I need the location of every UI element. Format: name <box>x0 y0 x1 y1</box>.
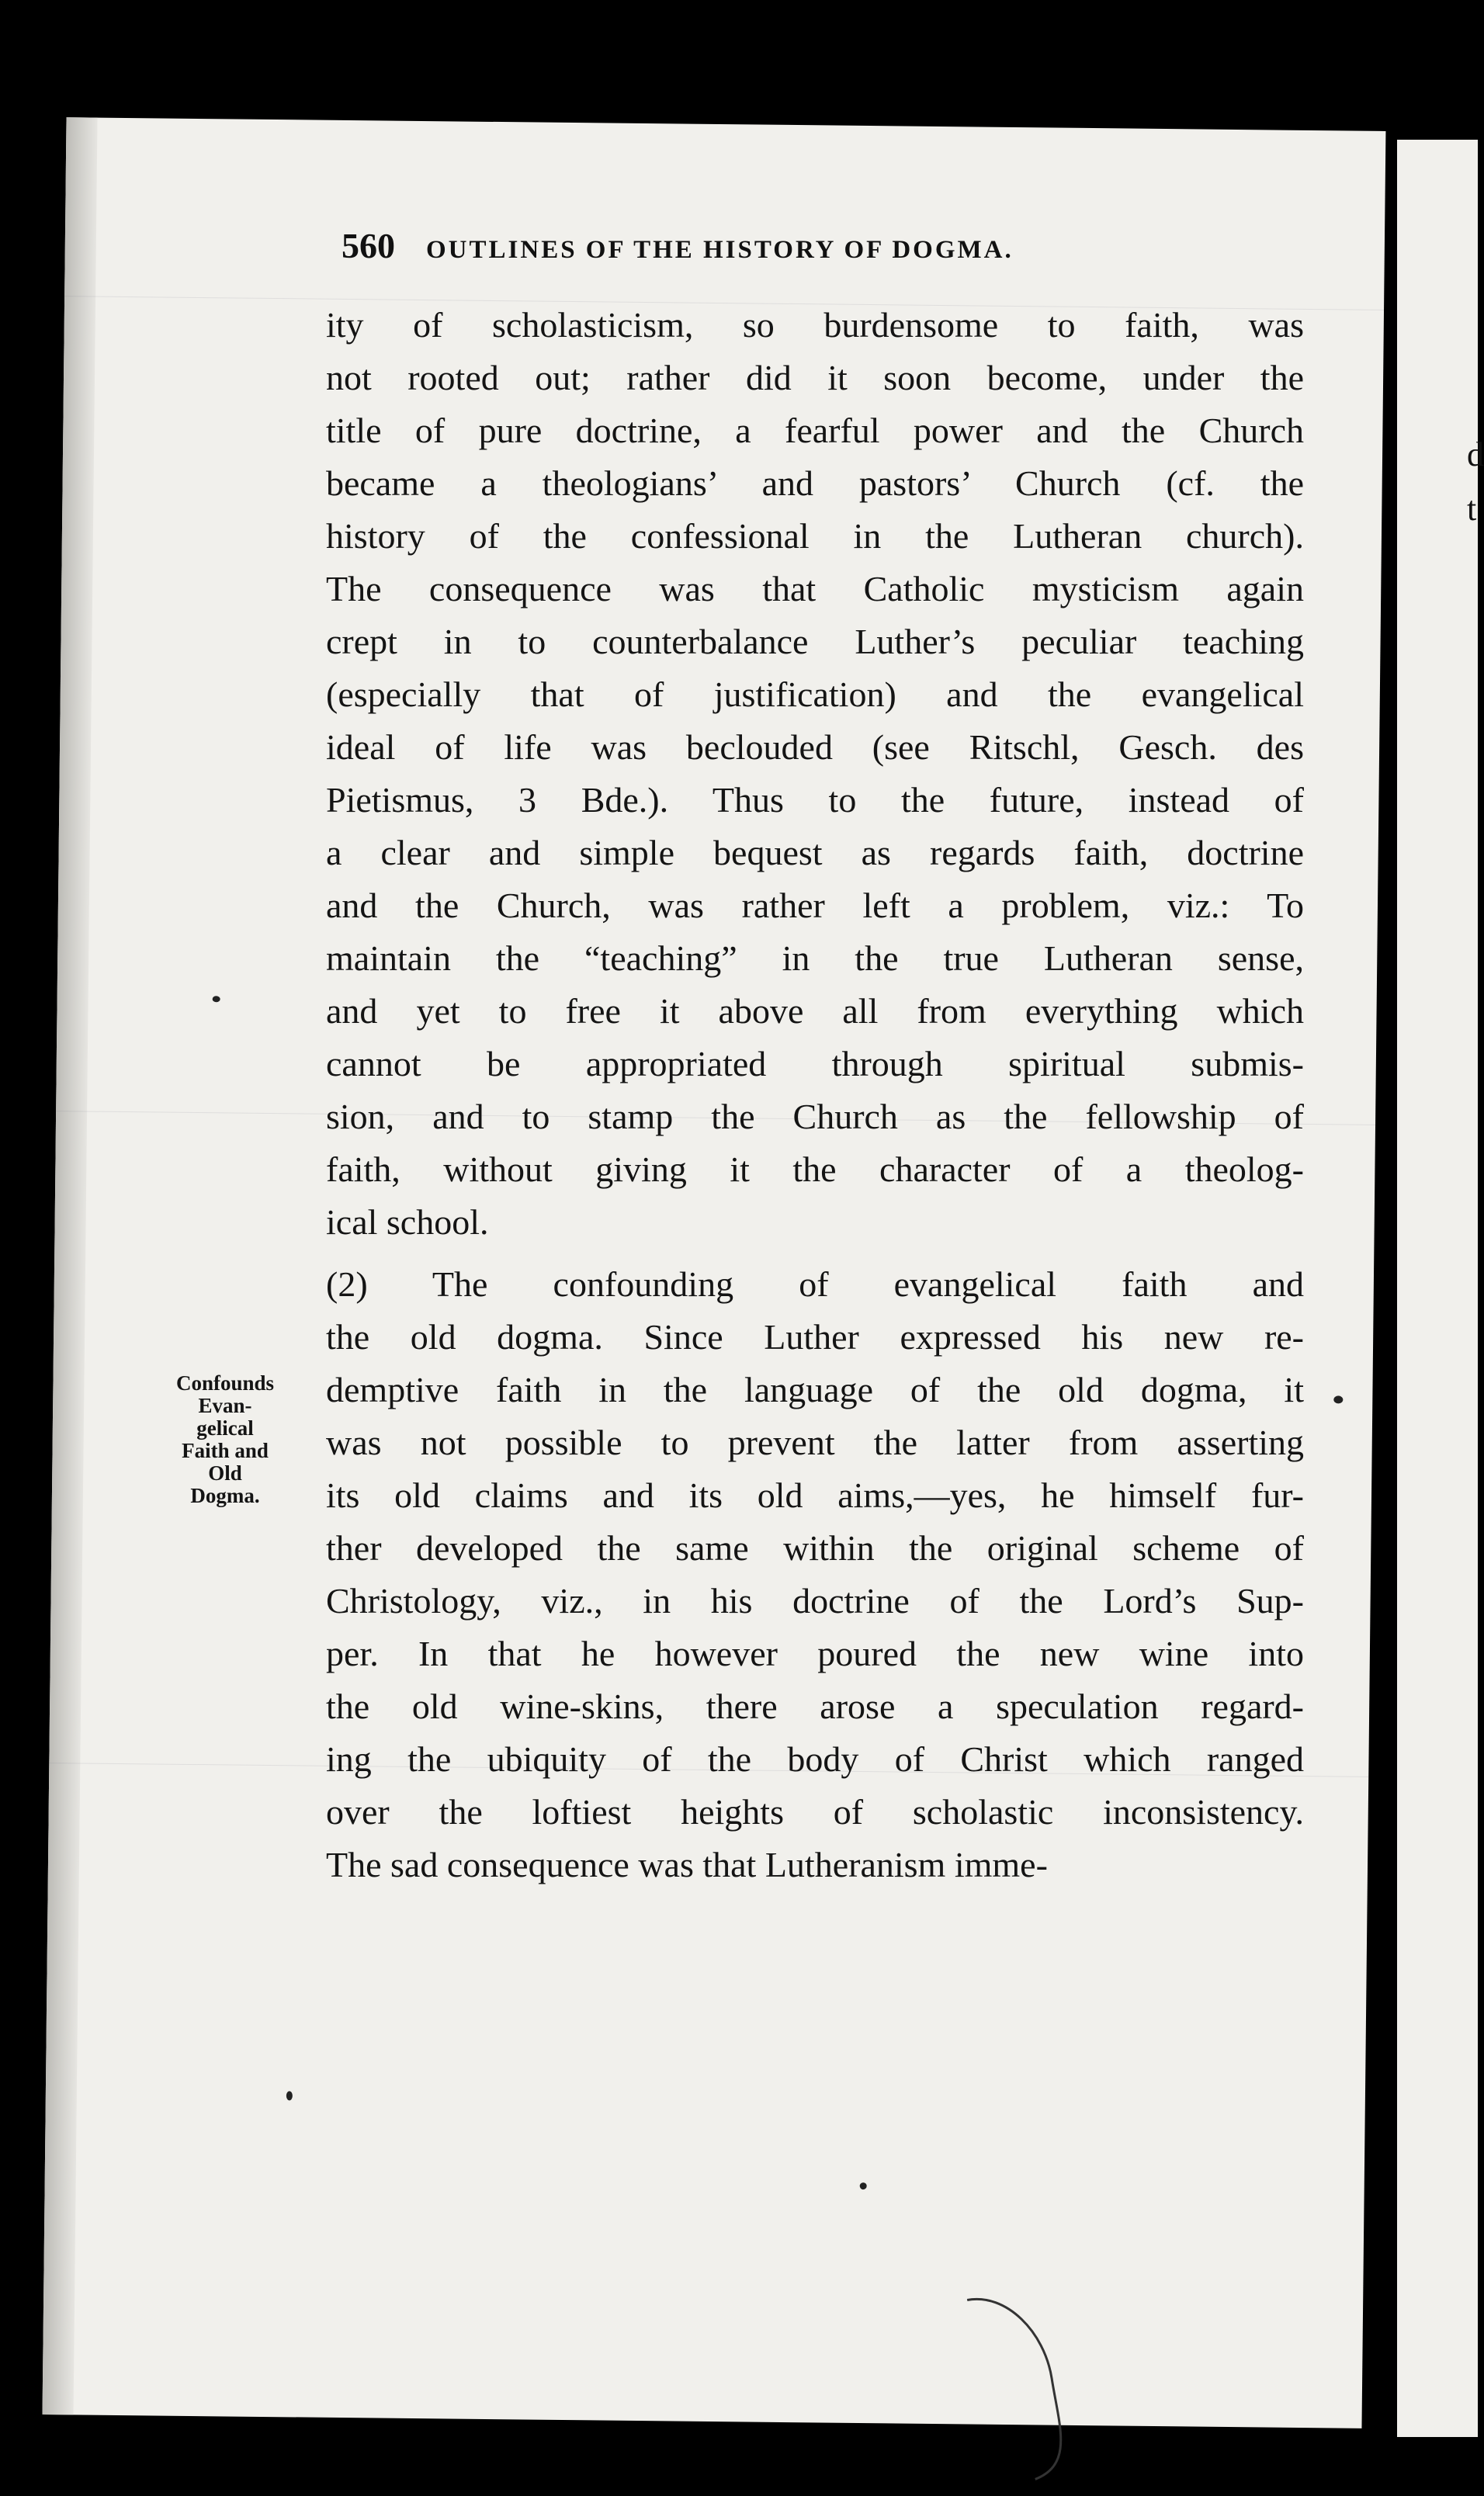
text-line: The consequence was that Catholic mysticism again <box>326 569 1304 608</box>
stray-hair-mark <box>958 2284 1115 2487</box>
text-line: title of pure doctrine, a fearful power and the Church <box>326 411 1304 450</box>
text-line: Christology, viz., in his doctrine of the Lord’s Sup- <box>326 1581 1304 1621</box>
ink-speck <box>286 2091 293 2100</box>
page-number: 560 <box>342 226 395 265</box>
text-line: ical school. <box>326 1202 489 1242</box>
text-line: sion, and to stamp the Church as the fellowship of <box>326 1097 1304 1136</box>
text-line: was not possible to prevent the latter from asserting <box>326 1423 1304 1462</box>
text-line: and the Church, was rather left a problem, viz.: To <box>326 886 1304 925</box>
running-header <box>342 225 1014 266</box>
text-line: faith, without giving it the character of a theolog- <box>326 1149 1304 1189</box>
ink-speck <box>860 2182 867 2189</box>
text-line: the old dogma. Since Luther expressed his new re- <box>326 1317 1304 1357</box>
margin-note-line: Dogma. <box>190 1484 260 1507</box>
text-line: history of the confessional in the Lutheran church). <box>326 516 1304 556</box>
text-line: crept in to counterbalance Luther’s peculiar teaching <box>326 622 1304 661</box>
margin-note-line: Old <box>208 1461 242 1485</box>
margin-note-line: Evan- <box>198 1394 252 1417</box>
ink-speck <box>1333 1395 1343 1403</box>
text-line: Pietismus, 3 Bde.). Thus to the future, instead of <box>326 780 1304 820</box>
text-line: ideal of life was beclouded (see Ritschl, Gesch. des <box>326 727 1304 767</box>
text-line: became a theologians’ and pastors’ Church (cf. the <box>326 463 1304 503</box>
text-line: maintain the “teaching” in the true Lutheran sense, <box>326 938 1304 978</box>
paragraph-continuation <box>326 299 1304 1249</box>
margin-note-line: Confounds <box>175 1371 275 1395</box>
text-line: not rooted out; rather did it soon become, under the <box>326 358 1304 397</box>
margin-note-line: Faith and <box>182 1439 269 1462</box>
text-line: over the loftiest heights of scholastic inconsistency. <box>326 1792 1304 1832</box>
text-line: demptive faith in the language of the old dogma, it <box>326 1370 1304 1409</box>
margin-note-line: gelical <box>196 1416 254 1440</box>
text-line: The sad consequence was that Lutheranism imme- <box>326 1845 1048 1884</box>
running-title: OUTLINES OF THE HISTORY OF DOGMA. <box>426 236 1014 264</box>
text-line: (2) The confounding of evangelical faith and <box>326 1264 1304 1304</box>
text-line: ity of scholasticism, so burdensome to faith, was <box>326 305 1304 345</box>
ink-speck <box>213 996 220 1002</box>
paragraph-confounding <box>326 1258 1304 1891</box>
adjacent-page-fragment: d <box>1467 435 1484 473</box>
body-text <box>326 299 1304 1891</box>
text-line: ing the ubiquity of the body of Christ which ranged <box>326 1739 1304 1779</box>
text-line: its old claims and its old aims,—yes, he himself fur- <box>326 1475 1304 1515</box>
text-line: the old wine-skins, there arose a speculation regard- <box>326 1687 1304 1726</box>
text-line: ther developed the same within the original scheme of <box>326 1528 1304 1568</box>
adjacent-page-edge <box>1397 140 1484 2437</box>
text-line: and yet to free it above all from everything which <box>326 991 1304 1031</box>
text-line: (especially that of justification) and the evangelical <box>326 674 1304 714</box>
text-line: a clear and simple bequest as regards faith, doctrine <box>326 833 1304 872</box>
text-line: per. In that he however poured the new wine into <box>326 1634 1304 1673</box>
text-line: cannot be appropriated through spiritual submis- <box>326 1044 1304 1083</box>
margin-note <box>147 1372 303 1507</box>
page-gutter-shadow <box>43 117 98 2415</box>
adjacent-page-fragment: t <box>1467 490 1477 528</box>
